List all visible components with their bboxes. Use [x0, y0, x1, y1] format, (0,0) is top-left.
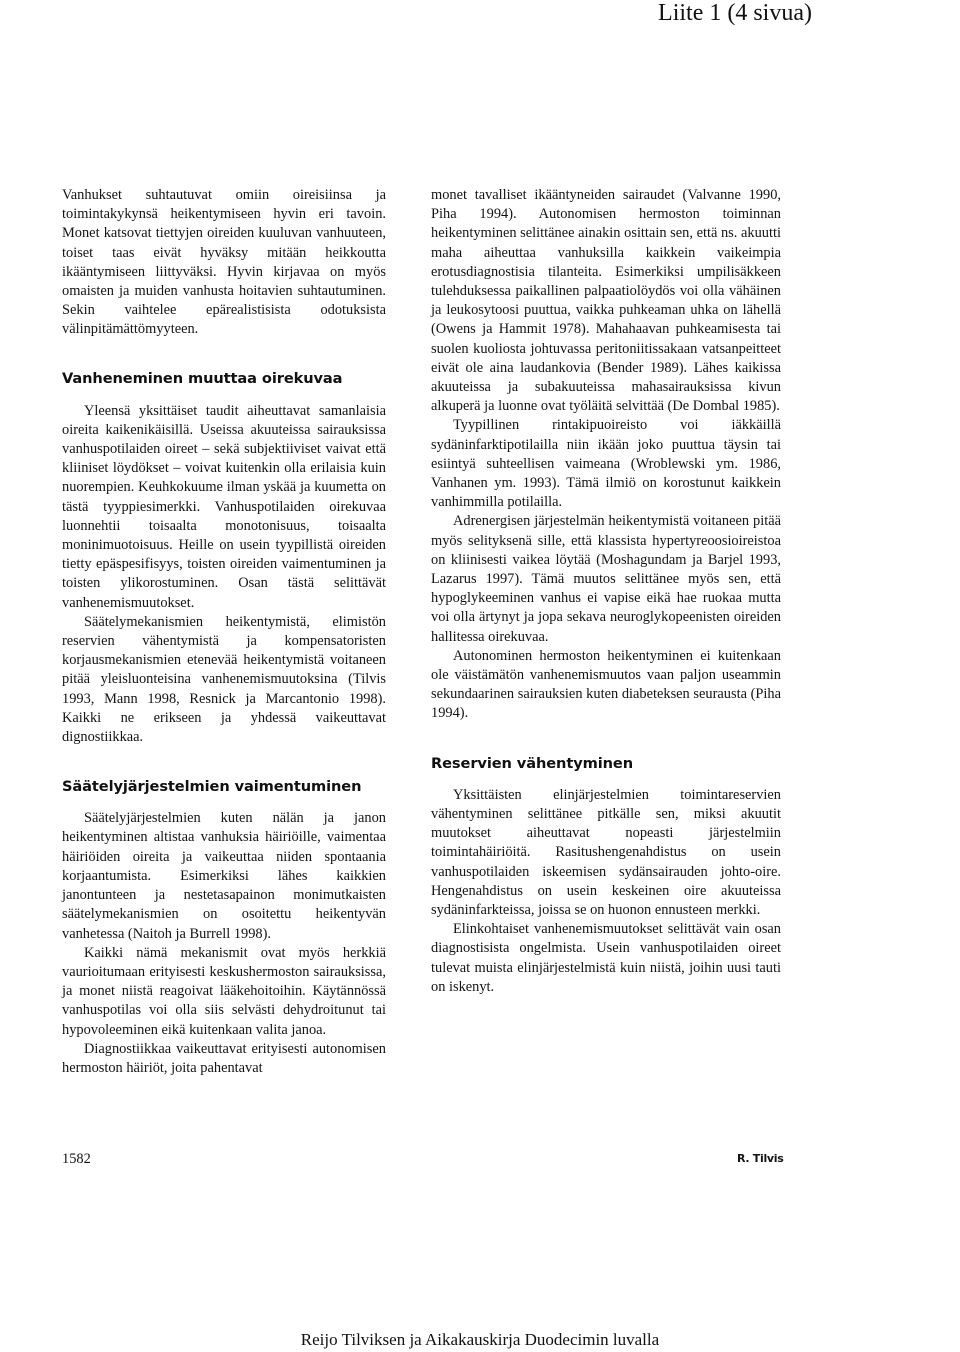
left-column	[62, 186, 386, 1078]
paragraph: Yleensä yksittäiset taudit aiheuttavat samanlaisia oireita kaikenikäisillä. Useissa akuuteissa sairauksissa vanhuspotilaiden oireet – sekä subjektiiviset vaivat että kliiniset löydökset – voivat kuitenkin olla erilaisia kuin nuorempien. Keuhkokuume ilman yskää ja kuumetta on tästä tyyppiesimerkki. Vanhuspotilaiden oirekuvaa luonnehtii toisaalta monotonisuus, toisaalta moninimuotoisuus. Heille on usein tyypillistä oireiden tietty epäspesifisyys, toisten oireiden vaimentuminen ja toisten ylikorostuminen. Osan tästä selittävät vanhenemismuutokset.	[62, 402, 386, 611]
paragraph: Säätelymekanismien heikentymistä, elimistön reservien vähentymistä ja kompensatoristen korjausmekanismien etenevää heikentymistä voitaneen pitää yleisluonteisina vanhenemismuutoksina (Tilvis 1993, Mann 1998, Resnick ja Marcantonio 1998). Kaikki ne erikseen ja yhdessä vaikeuttavat dignostiikkaa.	[62, 613, 386, 746]
paragraph: Yksittäisten elinjärjestelmien toimintareservien vähentyminen selittänee pitkälle sen, miksi akuutit muutokset aiheuttavat nopeasti järjestelmiin toimintahäiriöitä. Rasitushengenahdistus on usein vanhuspotilaiden iskeemisen sydänsairauden johto-oire. Hengenahdistus on usein keskeinen oire akuuteissa sydäninfarkteissa, joissa se on huonon ennusteen merkki.	[431, 786, 781, 918]
paragraph: Elinkohtaiset vanhenemismuutokset selittävät vain osan diagnostisista ongelmista. Usein vanhuspotilaiden oireet tulevat muista elinjärjestelmistä kuin niistä, joihin uusi tauti on iskenyt.	[431, 921, 781, 995]
author-name: R. Tilvis	[737, 1152, 784, 1165]
paragraph: Vanhukset suhtautuvat omiin oireisiinsa ja toimintakykynsä heikentymiseen hyvin eri tavoin. Monet katsovat tiettyjen oireiden kuuluvan vanhuuteen, toiset taas eivät hyväksy mitään heikkoutta ikääntymiseen liittyväksi. Hyvin kirjavaa on myös omaisten ja muiden vanhusta hoitavien suhtautuminen. Sekin vaihtelee epärealistisista odotuksista välinpitämättömyyteen.	[62, 187, 386, 338]
permission-credit: Reijo Tilviksen ja Aikakauskirja Duodecimin luvalla	[300, 1330, 660, 1349]
paragraph: Adrenergisen järjestelmän heikentymistä voitaneen pitää myös selityksenä sille, että klassista hypertyreoosioireistoa on kliinisesti vaikea löytää (Moshagundam ja Barjel 1993, Lazarus 1997). Tämä muutos selittänee myös sen, että hypoglykeeminen vanhus ei vapise eikä hae ruokaa mutta voi olla ärtynyt ja jopa sekava neuroglykopeenisten oireiden hallitessa oirekuvaa.	[431, 513, 781, 645]
paragraph: monet tavalliset ikääntyneiden sairaudet (Valvanne 1990, Piha 1994). Autonomisen hermoston toiminnan heikentyminen selittänee ainakin osittain sen, että ns. akuutti maha aiheuttaa vanhuksilla kaikkein vaikeimpia erotusdiagnostisia tilanteita. Esimerkiksi umpilisäkkeen tulehduksessa paikallinen palpaatiolöydös voi olla vähäinen ja leukosytoosi puuttua, vaikka puhkeaman uhka on lähellä (Owens ja Hammit 1978). Mahahaavan puhkeamisesta tai suolen kuoliosta johtuvassa peritoniitissakaan vatsanpeitteet eivät ole aina laudankovia (Bender 1989). Lähes kaikissa akuuteissa ja subakuuteissa mahasairauksissa kivun alkuperä ja luonne ovat työläitä selvittää (De Dombal 1985).	[431, 187, 781, 415]
annex-label: Liite 1 (4 sivua)	[658, 0, 812, 26]
right-column	[431, 186, 781, 997]
paragraph: Diagnostiikkaa vaikeuttavat erityisesti autonomisen hermoston häiriöt, joita pahentavat	[62, 1040, 386, 1076]
section-heading: Vanheneminen muuttaa oirekuvaa	[62, 369, 343, 387]
section-heading: Säätelyjärjestelmien vaimentuminen	[62, 778, 362, 796]
section-heading: Reservien vähentyminen	[431, 754, 634, 772]
paragraph: Tyypillinen rintakipuoireisto voi iäkkäillä sydäninfarktipotilailla niin ikään joko puuttua täysin tai esiintyä suhteellisen vaimeana (Wroblewski ym. 1986, Vanhanen ym. 1993). Tämä ilmiö on korostunut kaikkein vanhimmilla potilailla.	[431, 417, 781, 511]
paragraph: Säätelyjärjestelmien kuten nälän ja janon heikentyminen altistaa vanhuksia häiriöille, vaimentaa häiriöiden oireita ja vaikeuttaa niiden spontaania korjaantumista. Esimerkiksi lähes kaikkien janontunteen ja nestetasapainon monimutkaisten säätelymekanismien on osoitettu heikentyvän vanhetessa (Naitoh ja Burrell 1998).	[62, 810, 386, 942]
paragraph: Autonominen hermoston heikentyminen ei kuitenkaan ole väistämätön vanhenemismuutos vaan paljon useammin sekundaarinen sairauksien kuten diabeteksen seurausta (Piha 1994).	[431, 647, 781, 722]
paragraph: Kaikki nämä mekanismit ovat myös herkkiä vaurioitumaan erityisesti keskushermoston sairauksissa, ja monet niistä reagoivat lääkehoitoihin. Käytännössä vanhuspotilas voi olla siis selvästi dehydroitunut tai hypovoleeminen eikä kuitenkaan valita janoa.	[62, 944, 386, 1038]
page-number: 1582	[62, 1151, 91, 1167]
